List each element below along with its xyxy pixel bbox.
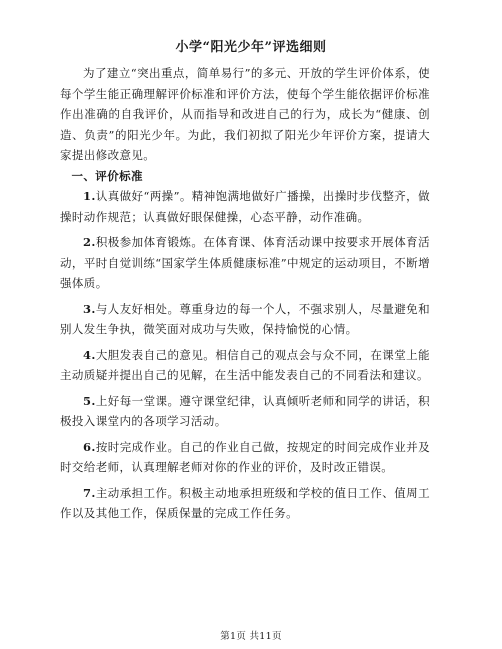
intro-paragraph: 为了建立“突出重点，简单易行”的多元、开放的学生评价体系，使每个学生能正确理解评价标准和评价方法，使每个学生能依据评价标准作出准确的自我评价，从而指导和改进自己的行为，成长为“健康、创造、负责”的阳光少年。为此，我们初拟了阳光少年评价方案，提请大家提出修改意见。 bbox=[60, 66, 430, 162]
item-text: 与人友好相处。尊重身边的每一个人，不强求别人，尽量避免和别人发生争执，微笑面对成功与失败，保持愉悦的心情。 bbox=[60, 301, 430, 336]
item-text: 主动承担工作。积极主动地承担班级和学校的值日工作、值周工作以及其他工作，保质保量的完成工作任务。 bbox=[60, 485, 430, 520]
item-text: 认真做好“两操”。精神饱满地做好广播操，出操时步伐整齐，做操时动作规范；认真做好眼保健操，心态平静，动作准确。 bbox=[60, 189, 430, 224]
item-number: 3. bbox=[83, 301, 96, 316]
page-number-footer: 第1页 共11页 bbox=[220, 631, 282, 642]
item-text: 大胆发表自己的意见。相信自己的观点会与众不同，在课堂上能主动质疑并提出自己的见解，在生活中能发表自己的不同看法和建议。 bbox=[60, 347, 430, 382]
criteria-item-2 bbox=[60, 232, 430, 294]
criteria-item-3 bbox=[60, 299, 430, 340]
document-body bbox=[60, 63, 430, 524]
criteria-item-7 bbox=[60, 483, 430, 524]
criteria-item-4 bbox=[60, 345, 430, 386]
item-number: 2. bbox=[83, 235, 96, 249]
item-text: 按时完成作业。自己的作业自己做，按规定的时间完成作业并及时交给老师，认真理解老师对你的作业的评价，及时改正错误。 bbox=[60, 439, 430, 474]
item-number: 4. bbox=[83, 347, 96, 362]
item-text: 上好每一堂课。遵守课堂纪律，认真倾听老师和同学的讲话，积极投入课堂内的各项学习活动。 bbox=[60, 393, 430, 428]
item-text: 积极参加体育锻炼。在体育课、体育活动课中按要求开展体育活动，平时自觉训练“国家学生体质健康标准”中规定的运动项目，不断增强体质。 bbox=[60, 235, 430, 290]
section-heading-evaluation-criteria: 一、评价标准 bbox=[71, 168, 143, 183]
item-number: 1. bbox=[83, 189, 96, 203]
item-number: 7. bbox=[83, 485, 96, 500]
item-number: 5. bbox=[83, 393, 96, 408]
item-number: 6. bbox=[83, 439, 96, 454]
criteria-item-5 bbox=[60, 391, 430, 432]
criteria-item-6 bbox=[60, 437, 430, 478]
document-title: 小学“阳光少年”评选细则 bbox=[175, 40, 327, 55]
criteria-item-1 bbox=[60, 186, 430, 227]
